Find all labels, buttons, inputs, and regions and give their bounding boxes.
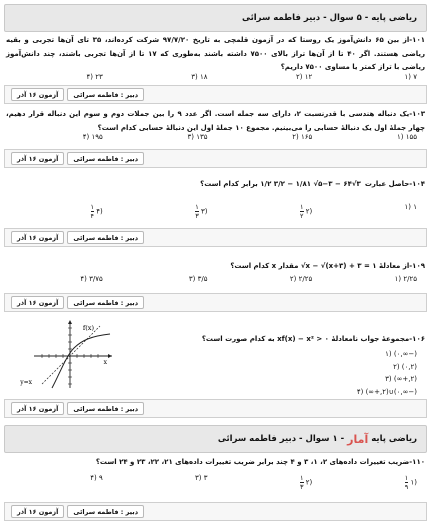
teacher-tag[interactable]: دبیر : فاطمه سرائی: [67, 88, 144, 101]
option-3[interactable]: ۱۸ (۳: [191, 73, 208, 81]
option-4[interactable]: [6, 203, 111, 220]
option-2[interactable]: ۱۶۵ (۲: [292, 133, 313, 141]
fx-curve: [52, 334, 110, 388]
option-3[interactable]: [111, 203, 216, 220]
option-1-label: (۱: [410, 478, 417, 487]
teacher-tag[interactable]: دبیر : فاطمه سرائی: [67, 296, 144, 309]
denominator: ۹: [404, 483, 409, 491]
option-2[interactable]: (۰,۲) (۲: [393, 362, 417, 371]
option-2-label: (۲: [305, 478, 313, 487]
fraction: [300, 474, 304, 491]
x-axis-arrow: [108, 354, 112, 358]
line-label: y=x: [20, 379, 32, 386]
option-1[interactable]: [320, 203, 425, 220]
question-101: [6, 34, 425, 75]
question-text: ۱۰۹-از معادلهٔ ۱ = ۳ + ‎√x − ‎√(x+۳) مقدار x کدام است؟: [230, 262, 425, 270]
question-106: [130, 333, 425, 347]
option-2[interactable]: ۱۲ (۲: [295, 73, 313, 81]
question-110-tags: [4, 502, 427, 521]
exam-tag[interactable]: آزمون ۱۶ آذر: [11, 88, 64, 101]
question-text: ۱۰۴-حاصل عبارت: [364, 180, 425, 188]
question-106-options: [205, 348, 425, 398]
section-title-prefix: ریاضی پایه: [371, 434, 417, 444]
exam-tag[interactable]: آزمون ۱۶ آذر: [11, 231, 64, 244]
question-109-options: [6, 275, 425, 283]
option-1[interactable]: ۷ (۱: [404, 73, 417, 81]
option-1-text: ۱ (۱: [404, 203, 417, 211]
section-title-accent: آمار: [347, 432, 369, 446]
section-header-math: [4, 4, 427, 32]
question-104: [6, 178, 425, 192]
teacher-tag[interactable]: دبیر : فاطمه سرائی: [67, 152, 144, 165]
option-2[interactable]: ۲/۲۵ (۲: [289, 275, 313, 283]
denominator: ۳: [195, 212, 199, 220]
exam-tag[interactable]: آزمون ۱۶ آذر: [11, 296, 64, 309]
option-4-text: ۹ (۴: [90, 474, 103, 482]
question-103-options: [6, 133, 425, 141]
denominator: ۲: [300, 212, 304, 220]
exam-tag[interactable]: آزمون ۱۶ آذر: [11, 402, 64, 415]
question-text: ۱۰۱-از بین ۶۵ دانش‌آموز یک روستا که در آزمون قلمچی به تاریخ ۹۷/۷/۲۰ شرکت کرده‌اند، ۳۵ تای آن‌ها تجربی و بقیه ریاضی هستند. اگر ۴۰ تا از آن‌ها تراز بالای ۷۵۰۰ داشته باشند به‌طوری که ۱۷ تا از آن‌ها تجربی باشند، چند دانش‌آموز ریاضی با تراز کمتر یا مساوی ۷۵۰۰ داریم؟: [6, 36, 426, 71]
option-4[interactable]: (−∞,۰)∪(۲,+∞) (۴: [356, 387, 417, 396]
option-2-label: (۲: [305, 207, 313, 216]
numerator: ۱: [195, 203, 199, 211]
option-4[interactable]: ۳/۷۵ (۴: [80, 275, 103, 283]
teacher-tag[interactable]: دبیر : فاطمه سرائی: [67, 231, 144, 244]
question-110-options: [6, 474, 425, 491]
section-title-suffix: - ۱ سوال - دبیر فاطمه سرائی: [217, 434, 345, 444]
option-2[interactable]: [216, 474, 321, 491]
question-110: [6, 456, 425, 470]
option-3[interactable]: ۱۳۵ (۳: [187, 133, 208, 141]
question-104-tags: [4, 228, 427, 247]
question-expression: ۳√۶۴ − ۵−۳√ ۱/۸۱ − ۳/۲ ۱/۲ برابر کدام است؟: [200, 180, 361, 188]
numerator: ۱: [300, 474, 304, 482]
question-text: ۱۰۶-مجموعهٔ جواب نامعادلهٔ ۰ < xf(x) − x² به کدام صورت است؟: [201, 335, 425, 343]
option-3[interactable]: [111, 474, 216, 491]
option-3-label: (۳: [201, 207, 208, 216]
numerator: ۱: [90, 203, 95, 211]
question-109: [6, 260, 425, 274]
fraction: [405, 474, 409, 491]
option-2[interactable]: [216, 203, 321, 220]
option-4[interactable]: ۲۳ (۴: [86, 73, 103, 81]
section-header-statistics: [4, 425, 427, 453]
question-104-options: [6, 203, 425, 220]
question-109-tags: [4, 293, 427, 312]
numerator: ۱: [404, 474, 409, 482]
teacher-tag[interactable]: دبیر : فاطمه سرائی: [67, 505, 144, 518]
section-title: ریاضی پایه - ۵ سوال - دبیر فاطمه سرائی: [241, 13, 417, 23]
question-101-options: [6, 73, 425, 81]
fx-label: f(x): [82, 324, 94, 332]
fraction: [300, 203, 304, 220]
option-3-text: ۳ (۳: [195, 474, 208, 482]
question-101-tags: [4, 85, 427, 104]
option-3[interactable]: (۲,+∞) (۳: [385, 375, 417, 383]
exam-tag[interactable]: آزمون ۱۶ آذر: [11, 152, 64, 165]
option-1[interactable]: [320, 474, 425, 491]
option-3[interactable]: ۳/۵ (۳: [188, 275, 208, 283]
question-text: ۱۰۳-یک دنباله هندسی با قدرنسبت ۲، دارای سه جمله است. اگر عدد ۹ را بین جملات دوم و سوم این دنباله قرار دهیم، چهار جملهٔ اول یک دنبالهٔ حسابی را می‌بینیم. مجموع ۱۰ جملهٔ اول این دنبالهٔ حسابی کدام است؟: [6, 110, 425, 132]
y-axis-arrow: [68, 320, 72, 324]
denominator: ۳: [300, 483, 304, 491]
option-1[interactable]: (−∞,۰) (۱: [385, 350, 417, 358]
option-4[interactable]: [6, 474, 111, 491]
option-1[interactable]: ۲/۲۵ (۱: [394, 275, 417, 283]
question-text: ۱۱۰-ضریب تغییرات داده‌های ۲، ۱، ۳ و ۴ چند برابر ضریب تغییرات داده‌های ۲۱، ۲۲، ۲۳ و ۲۴ است؟: [95, 458, 425, 466]
question-103: [6, 108, 425, 135]
question-103-tags: [4, 149, 427, 168]
option-4-label: (۴: [96, 207, 103, 216]
teacher-tag[interactable]: دبیر : فاطمه سرائی: [67, 402, 144, 415]
exam-tag[interactable]: آزمون ۱۶ آذر: [11, 505, 64, 518]
option-4[interactable]: ۱۹۵ (۴: [82, 133, 103, 141]
fraction: [91, 203, 95, 220]
option-1[interactable]: ۱۵۵ (۱: [396, 133, 417, 141]
x-axis-label: x: [103, 359, 107, 366]
denominator: ۴: [90, 212, 95, 220]
function-graph: [20, 318, 116, 390]
numerator: ۱: [300, 203, 304, 211]
question-106-tags: [4, 399, 427, 418]
fraction: [195, 203, 199, 220]
